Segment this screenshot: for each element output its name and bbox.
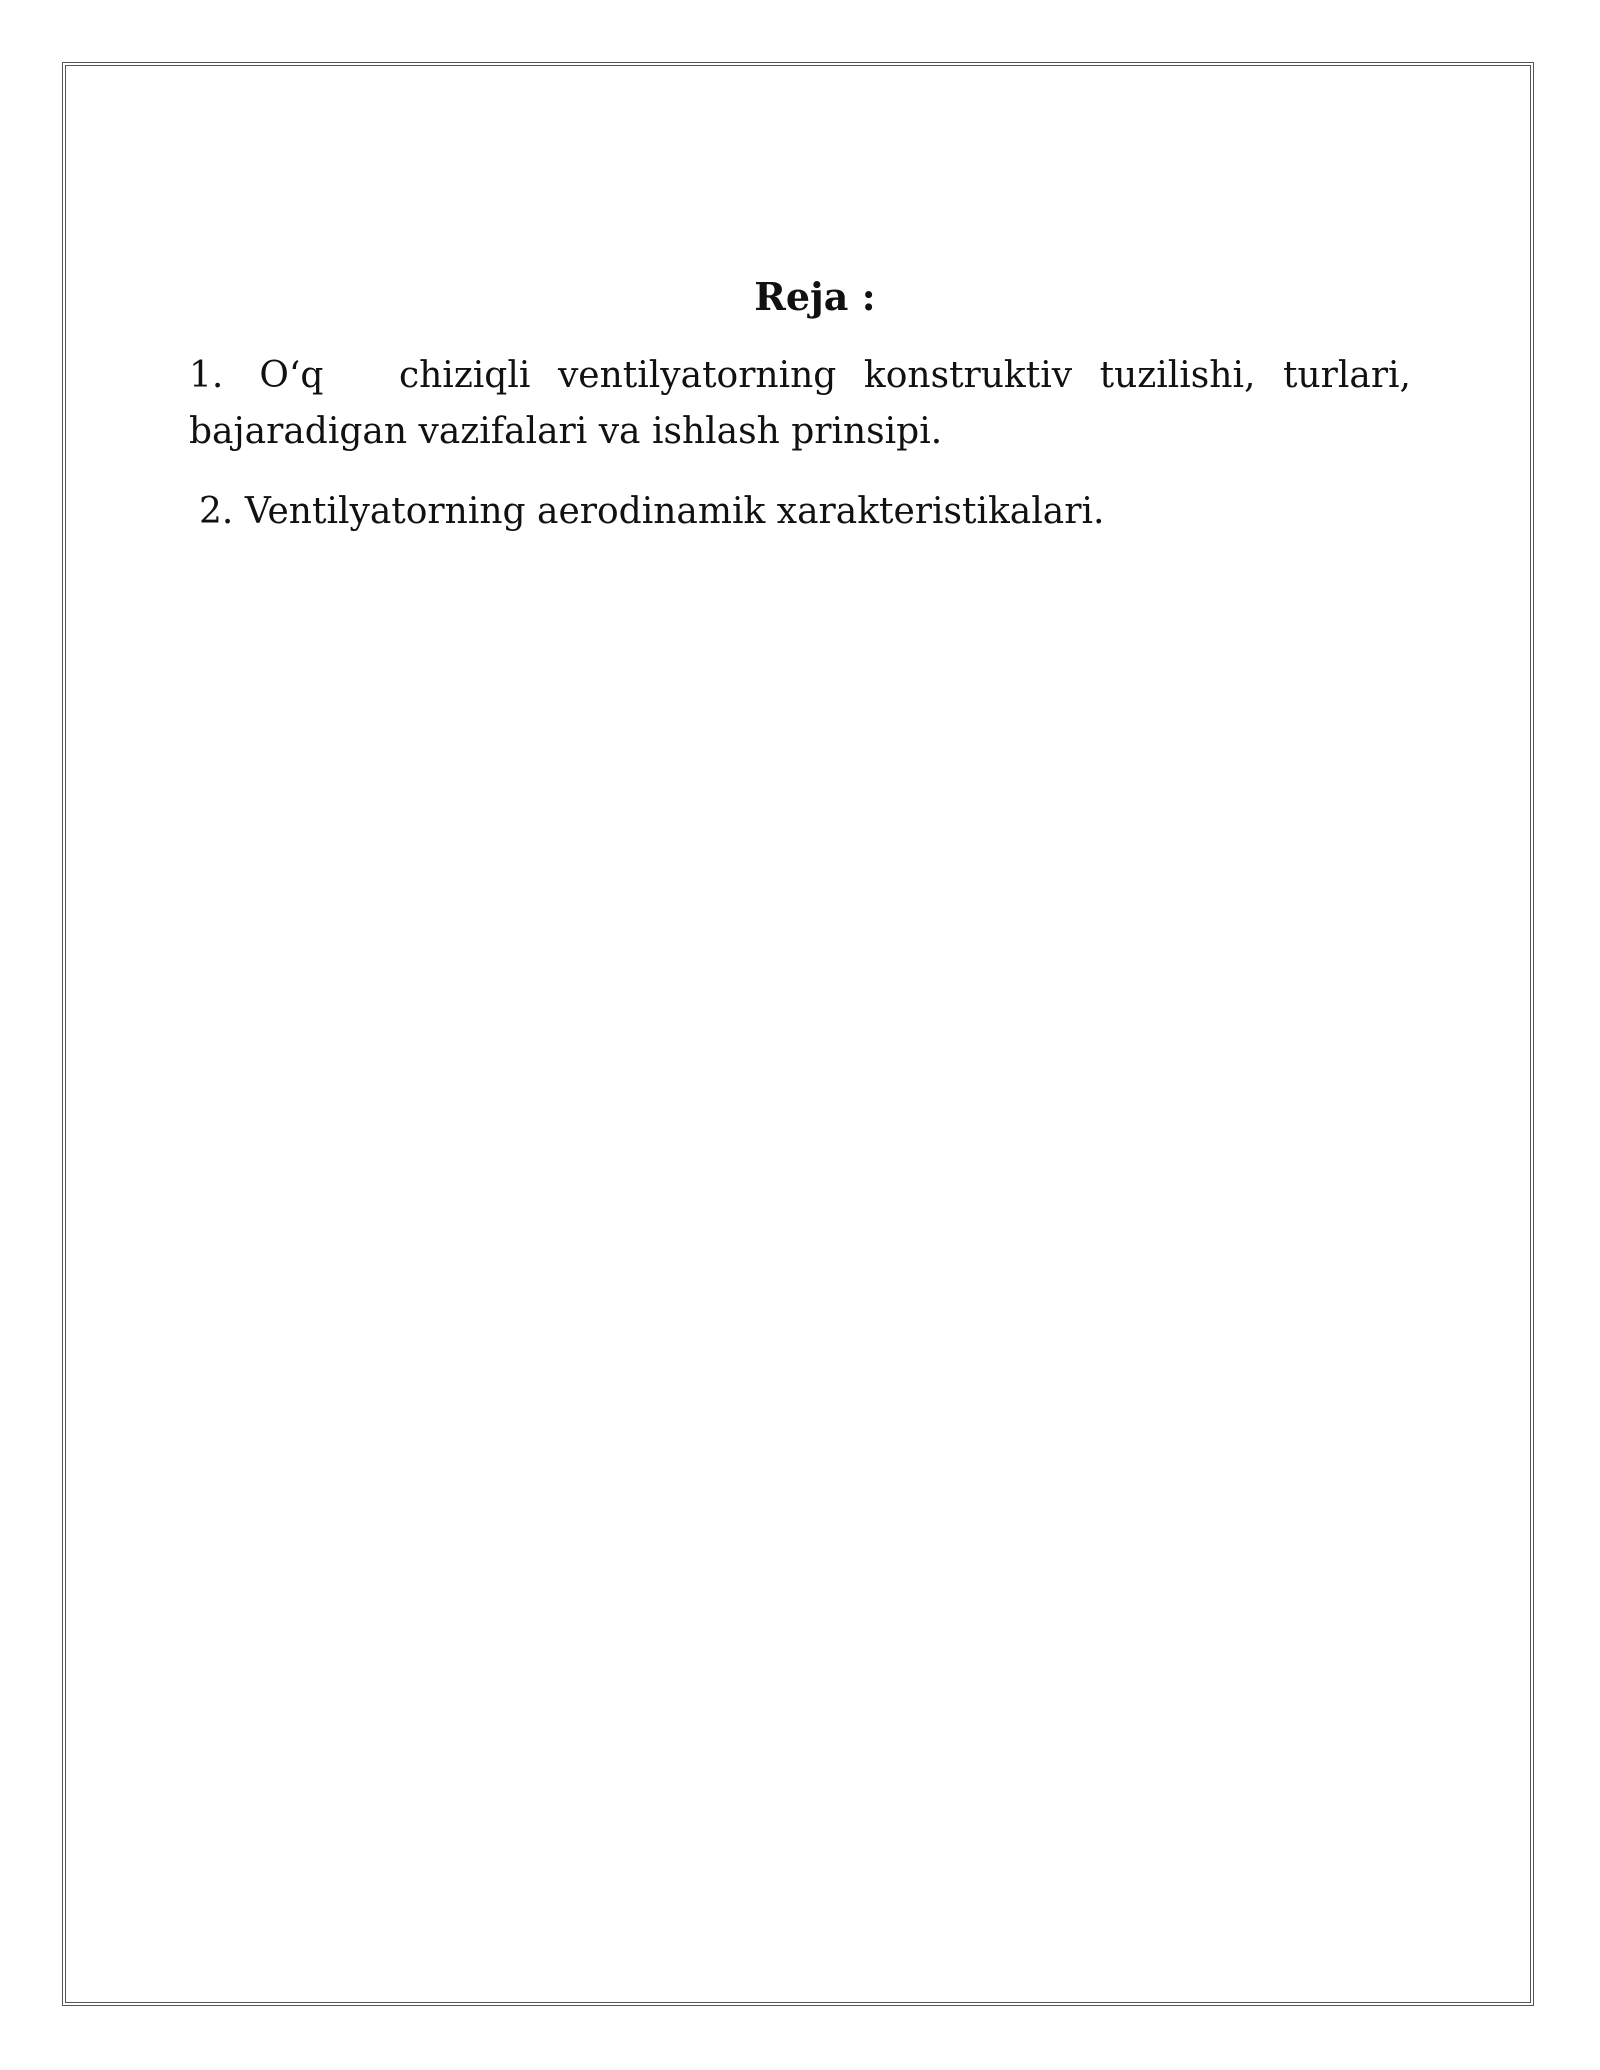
plan-item-1-number: 1. <box>189 355 224 396</box>
plan-item-1-first-word: O‘q <box>259 355 324 396</box>
document-body <box>189 270 1411 540</box>
plan-item-2-number: 2. <box>199 491 234 532</box>
plan-item-2-text: Ventilyatorning aerodinamik xarakteristikalari. <box>244 491 1105 532</box>
document-title: Reja : <box>754 274 876 319</box>
plan-item-2 <box>189 484 1411 540</box>
plan-item-1-text: chiziqli ventilyatorning konstruktiv tuzilishi, turlari, bajaradigan vazifalari va ishlash prinsipi. <box>189 355 1411 452</box>
plan-item-1 <box>189 348 1411 460</box>
